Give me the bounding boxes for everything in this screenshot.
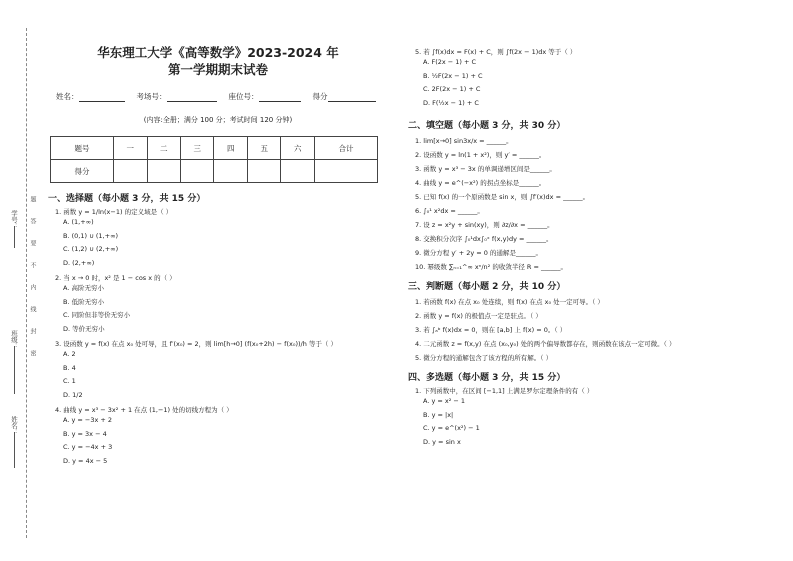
question: 1. 下列函数中，在区间 [−1,1] 上满足罗尔定理条件的有（ ） <box>415 387 594 395</box>
score-table-header: 题号 <box>51 137 114 160</box>
section2-title: 二、填空题（每小题 3 分，共 30 分） <box>408 121 566 131</box>
left-page <box>48 44 388 468</box>
judge-question: 3. 若 ∫ₐᵇ f(x)dx = 0，则在 [a,b] 上 f(x) = 0。（ ） <box>415 326 567 334</box>
fill-question: 5. 已知 f(x) 的一个原函数是 sin x，则 ∫f′(x)dx = ______。 <box>415 193 590 201</box>
score-table-header: 二 <box>147 137 180 160</box>
seat-field[interactable] <box>229 91 301 102</box>
score-table-header: 六 <box>281 137 314 160</box>
judge-question: 5. 微分方程的通解包含了该方程的所有解。（ ） <box>415 354 553 362</box>
score-table-score-row <box>51 160 378 183</box>
option: B. ½F(2x − 1) + C <box>423 71 483 80</box>
option: B. y = 3x − 4 <box>63 429 107 438</box>
seal-char: 密 <box>29 350 36 356</box>
score-table-header: 三 <box>181 137 214 160</box>
option: B. 低阶无穷小 <box>63 297 105 306</box>
score-table-header: 四 <box>214 137 247 160</box>
fill-question: 3. 函数 y = x³ − 3x 的单调递增区间是______。 <box>415 165 556 173</box>
fill-question: 4. 曲线 y = e^(−x²) 的拐点坐标是______。 <box>415 179 546 187</box>
score-cell[interactable] <box>247 160 280 183</box>
fill-question: 9. 微分方程 y′ + 2y = 0 的通解是______。 <box>415 249 542 257</box>
score-row-label: 得分 <box>51 160 114 183</box>
name-label: 姓名： <box>10 416 18 436</box>
name-field-label: 姓名： <box>56 92 79 101</box>
score-cell[interactable] <box>147 160 180 183</box>
option: C. y = e^(x²) − 1 <box>423 424 480 432</box>
option: C. y = −4x + 3 <box>63 443 113 451</box>
option: D. 等价无穷小 <box>63 324 105 333</box>
score-cell[interactable] <box>114 160 147 183</box>
seal-char: 封 <box>29 328 36 334</box>
score-table <box>50 136 378 183</box>
section4-title: 四、多选题（每小题 3 分，共 15 分） <box>408 373 566 383</box>
score-field[interactable] <box>313 91 376 102</box>
fill-question: 2. 设函数 y = ln(1 + x²)，则 y′ = ______。 <box>415 151 546 159</box>
question: 5. 若 ∫f(x)dx = F(x) + C，则 ∫f(2x − 1)dx 等于（ ） <box>415 48 577 56</box>
option: D. F(½x − 1) + C <box>423 98 479 107</box>
score-table-header: 一 <box>114 137 147 160</box>
option: A. y = −3x + 2 <box>63 416 113 424</box>
option: A. (1,+∞) <box>63 218 94 226</box>
score-table-header-row <box>51 137 378 160</box>
name-field-blank[interactable] <box>79 94 125 102</box>
option: D. y = 4x − 5 <box>63 456 108 465</box>
right-page <box>408 48 778 449</box>
score-cell[interactable] <box>181 160 214 183</box>
exam-note: (内容:全册；满分 100 分；考试时间 120 分钟) <box>143 116 293 124</box>
seal-char: 题 <box>29 196 36 202</box>
option: C. 同阶但非等价无穷小 <box>63 311 131 319</box>
question: 1. 函数 y = 1/ln(x−1) 的定义域是（ ） <box>55 208 173 216</box>
score-cell[interactable] <box>314 160 377 183</box>
section3-title: 三、判断题（每小题 2 分，共 10 分） <box>408 282 566 292</box>
student-id-line <box>14 226 15 248</box>
judge-question: 1. 若函数 f(x) 在点 x₀ 处连续，则 f(x) 在点 x₀ 处一定可导。（ ） <box>415 298 604 306</box>
name-line <box>14 432 15 468</box>
fill-question: 7. 设 z = x²y + sin(xy)，则 ∂z/∂x = ______。 <box>415 221 554 229</box>
option: B. (0,1) ∪ (1,+∞) <box>63 231 119 240</box>
binding-margin <box>0 0 38 561</box>
seat-blank[interactable] <box>259 94 301 102</box>
score-label: 得分 <box>312 92 328 101</box>
score-blank[interactable] <box>328 94 376 102</box>
class-line <box>14 346 15 394</box>
fill-question: 8. 交换积分次序 ∫₀¹dx∫₀ˣ f(x,y)dy = ______。 <box>415 235 553 243</box>
option: B. y = |x| <box>423 410 454 419</box>
fill-question: 6. ∫₀¹ x²dx = ______。 <box>415 207 484 215</box>
question: 4. 曲线 y = x³ − 3x² + 1 在点 (1,−1) 处的切线方程为（ ） <box>55 406 233 414</box>
class-label: 班级： <box>10 330 18 350</box>
seal-char: 内 <box>29 284 36 290</box>
score-cell[interactable] <box>281 160 314 183</box>
option: C. 2F(2x − 1) + C <box>423 85 481 93</box>
option: D. y = sin x <box>423 437 461 446</box>
option: D. 1/2 <box>63 390 83 399</box>
score-table-header: 五 <box>247 137 280 160</box>
seal-dashed-line <box>26 28 27 538</box>
seal-char: 要 <box>29 240 36 246</box>
seal-char: 线 <box>29 306 36 312</box>
fill-question: 1. lim[x→0] sin3x/x = ______。 <box>415 137 513 145</box>
score-table-header: 合计 <box>314 137 377 160</box>
student-id-label: 学号： <box>10 210 18 230</box>
option: A. 高阶无穷小 <box>63 284 104 292</box>
seat-label: 座位号： <box>228 92 259 101</box>
judge-question: 4. 二元函数 z = f(x,y) 在点 (x₀,y₀) 处的两个偏导数都存在，则函数在该点一定可微。（ ） <box>415 340 676 348</box>
option: B. 4 <box>63 363 76 372</box>
option: A. F(2x − 1) + C <box>423 58 477 66</box>
exam-title-line1: 华东理工大学《高等数学》2023-2024 年 <box>97 45 339 60</box>
seal-char: 答 <box>29 218 36 224</box>
exam-room-blank[interactable] <box>167 94 217 102</box>
exam-title-line2: 第一学期期末试卷 <box>167 62 268 77</box>
exam-room-field[interactable] <box>137 91 217 102</box>
judge-question: 2. 函数 y = f(x) 的极值点一定是驻点。（ ） <box>415 312 542 320</box>
option: A. 2 <box>63 350 76 358</box>
option: D. (2,+∞) <box>63 258 95 267</box>
fill-question: 10. 幂级数 ∑ₙ₌₁^∞ xⁿ/n² 的收敛半径 R = ______。 <box>415 263 567 271</box>
student-info-row <box>56 91 388 102</box>
question: 2. 当 x → 0 时，x² 是 1 − cos x 的（ ） <box>55 274 176 282</box>
exam-room-label: 考场号： <box>136 92 167 101</box>
question: 3. 设函数 y = f(x) 在点 x₀ 处可导，且 f′(x₀) = 2，则 lim[h→0] (f(x₀+2h) − f(x₀))/h 等于（ ） <box>55 340 337 348</box>
section1-title: 一、选择题（每小题 3 分，共 15 分） <box>48 194 206 204</box>
seal-char: 不 <box>29 262 36 268</box>
option: C. 1 <box>63 377 76 385</box>
name-field[interactable] <box>56 91 125 102</box>
option: C. (1,2) ∪ (2,+∞) <box>63 245 119 253</box>
option: A. y = x² − 1 <box>423 397 466 405</box>
score-cell[interactable] <box>214 160 247 183</box>
